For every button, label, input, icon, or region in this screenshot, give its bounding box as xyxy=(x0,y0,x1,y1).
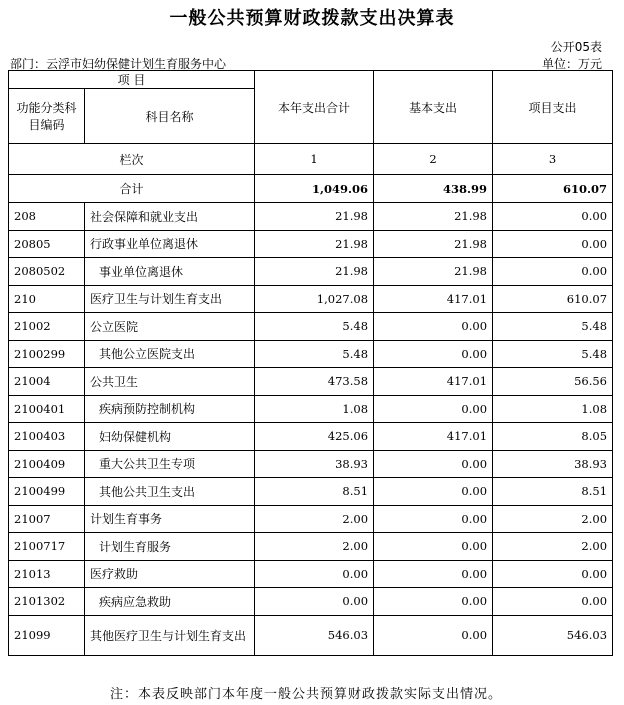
table-row xyxy=(9,478,613,506)
table-row xyxy=(9,533,613,561)
row-basic: 0.00 xyxy=(374,615,493,655)
row-total: 473.58 xyxy=(255,368,374,396)
header-item: 项 目 xyxy=(9,71,255,89)
row-total: 38.93 xyxy=(255,450,374,478)
row-project: 8.05 xyxy=(493,423,613,451)
row-code: 2100299 xyxy=(9,340,85,368)
table-row xyxy=(9,313,613,341)
row-basic: 417.01 xyxy=(374,368,493,396)
row-project: 0.00 xyxy=(493,258,613,286)
row-name: 医疗卫生与计划生育支出 xyxy=(85,285,255,313)
row-basic: 0.00 xyxy=(374,313,493,341)
row-project: 2.00 xyxy=(493,533,613,561)
row-name: 计划生育事务 xyxy=(85,505,255,533)
row-total: 8.51 xyxy=(255,478,374,506)
row-basic: 417.01 xyxy=(374,423,493,451)
row-project: 0.00 xyxy=(493,560,613,588)
row-basic: 21.98 xyxy=(374,203,493,231)
row-basic: 0.00 xyxy=(374,340,493,368)
row-project: 56.56 xyxy=(493,368,613,396)
row-name: 社会保障和就业支出 xyxy=(85,203,255,231)
row-total: 0.00 xyxy=(255,560,374,588)
row-code: 21004 xyxy=(9,368,85,396)
table-row xyxy=(9,615,613,655)
row-total: 425.06 xyxy=(255,423,374,451)
table-row xyxy=(9,230,613,258)
table-row xyxy=(9,368,613,396)
expenditure-table xyxy=(8,70,613,656)
row-basic: 0.00 xyxy=(374,560,493,588)
sum-basic: 438.99 xyxy=(374,175,493,203)
row-project: 5.48 xyxy=(493,340,613,368)
table-row xyxy=(9,505,613,533)
row-basic: 417.01 xyxy=(374,285,493,313)
row-total: 1,027.08 xyxy=(255,285,374,313)
row-code: 2100409 xyxy=(9,450,85,478)
row-name: 公立医院 xyxy=(85,313,255,341)
row-code: 21099 xyxy=(9,615,85,655)
row-name: 医疗救助 xyxy=(85,560,255,588)
row-basic: 0.00 xyxy=(374,505,493,533)
row-project: 0.00 xyxy=(493,588,613,616)
row-total: 2.00 xyxy=(255,533,374,561)
row-code: 2100401 xyxy=(9,395,85,423)
row-basic: 21.98 xyxy=(374,258,493,286)
row-name: 其他医疗卫生与计划生育支出 xyxy=(85,615,255,655)
table-row xyxy=(9,560,613,588)
row-project: 1.08 xyxy=(493,395,613,423)
row-name: 计划生育服务 xyxy=(85,533,255,561)
row-name: 疾病预防控制机构 xyxy=(85,395,255,423)
table-row xyxy=(9,423,613,451)
row-total: 1.08 xyxy=(255,395,374,423)
header-project: 项目支出 xyxy=(493,71,613,144)
header-col-index-label: 栏次 xyxy=(9,144,255,175)
row-project: 2.00 xyxy=(493,505,613,533)
row-basic: 0.00 xyxy=(374,533,493,561)
header-col-index: 3 xyxy=(493,144,613,175)
row-name: 其他公共卫生支出 xyxy=(85,478,255,506)
table-row xyxy=(9,395,613,423)
row-project: 0.00 xyxy=(493,203,613,231)
row-name: 疾病应急救助 xyxy=(85,588,255,616)
table-row xyxy=(9,340,613,368)
row-name: 公共卫生 xyxy=(85,368,255,396)
row-total: 2.00 xyxy=(255,505,374,533)
row-total: 21.98 xyxy=(255,203,374,231)
row-code: 21002 xyxy=(9,313,85,341)
unit-label: 单位：万元 xyxy=(541,57,602,71)
row-project: 38.93 xyxy=(493,450,613,478)
row-total: 21.98 xyxy=(255,258,374,286)
header-basic: 基本支出 xyxy=(374,71,493,144)
row-name: 重大公共卫生专项 xyxy=(85,450,255,478)
row-project: 610.07 xyxy=(493,285,613,313)
table-row xyxy=(9,285,613,313)
row-project: 8.51 xyxy=(493,478,613,506)
row-code: 2101302 xyxy=(9,588,85,616)
row-code: 21013 xyxy=(9,560,85,588)
row-basic: 0.00 xyxy=(374,395,493,423)
row-basic: 0.00 xyxy=(374,450,493,478)
sum-project: 610.07 xyxy=(493,175,613,203)
row-code: 2100499 xyxy=(9,478,85,506)
header-total: 本年支出合计 xyxy=(255,71,374,144)
table-row xyxy=(9,588,613,616)
row-name: 行政事业单位离退休 xyxy=(85,230,255,258)
sum-total: 1,049.06 xyxy=(255,175,374,203)
table-row xyxy=(9,203,613,231)
row-total: 0.00 xyxy=(255,588,374,616)
row-code: 21007 xyxy=(9,505,85,533)
header-col-index: 1 xyxy=(255,144,374,175)
row-basic: 0.00 xyxy=(374,588,493,616)
row-name: 事业单位离退休 xyxy=(85,258,255,286)
row-total: 546.03 xyxy=(255,615,374,655)
row-total: 21.98 xyxy=(255,230,374,258)
row-basic: 21.98 xyxy=(374,230,493,258)
row-name: 妇幼保健机构 xyxy=(85,423,255,451)
row-code: 20805 xyxy=(9,230,85,258)
row-total: 5.48 xyxy=(255,340,374,368)
row-basic: 0.00 xyxy=(374,478,493,506)
row-code: 2080502 xyxy=(9,258,85,286)
header-col-index: 2 xyxy=(374,144,493,175)
page-title: 一般公共预算财政拨款支出决算表 xyxy=(169,8,455,29)
form-number: 公开05表 xyxy=(550,40,602,54)
header-name: 科目名称 xyxy=(85,89,255,144)
row-code: 2100717 xyxy=(9,533,85,561)
header-code: 功能分类科目编码 xyxy=(9,89,85,144)
table-row xyxy=(9,258,613,286)
sum-label: 合计 xyxy=(9,175,255,203)
department-label: 部门：云浮市妇幼保健计划生育服务中心 xyxy=(10,57,227,71)
row-code: 208 xyxy=(9,203,85,231)
footnote: 注：本表反映部门本年度一般公共预算财政拨款实际支出情况。 xyxy=(110,687,503,702)
row-name: 其他公立医院支出 xyxy=(85,340,255,368)
row-total: 5.48 xyxy=(255,313,374,341)
row-project: 0.00 xyxy=(493,230,613,258)
row-code: 2100403 xyxy=(9,423,85,451)
row-code: 210 xyxy=(9,285,85,313)
row-project: 546.03 xyxy=(493,615,613,655)
row-project: 5.48 xyxy=(493,313,613,341)
table-row xyxy=(9,450,613,478)
